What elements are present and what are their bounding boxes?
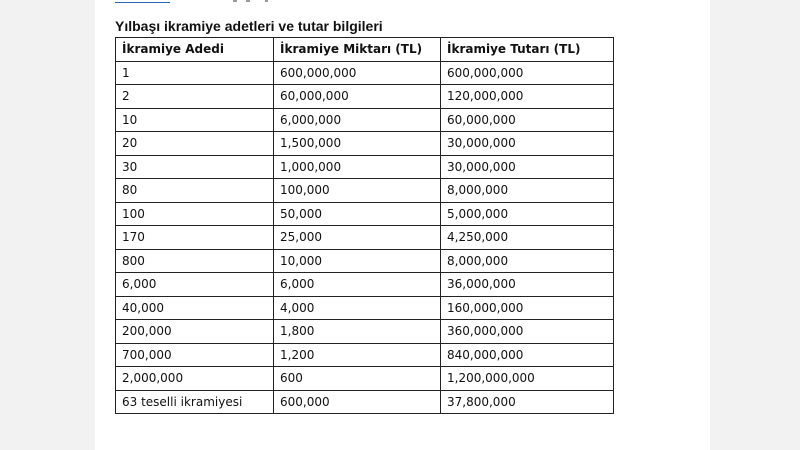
cell-prize-amount: 1,800: [274, 320, 441, 344]
cell-prize-count: 2: [116, 85, 274, 109]
cell-prize-total: 1,200,000,000: [441, 367, 614, 391]
cell-prize-total: 4,250,000: [441, 226, 614, 250]
table-row: [116, 249, 614, 273]
cell-prize-total: 60,000,000: [441, 108, 614, 132]
cell-prize-amount: 6,000,000: [274, 108, 441, 132]
table-row: [116, 85, 614, 109]
cell-prize-count: 63 teselli ikramiyesi: [116, 390, 274, 414]
table-row: [116, 343, 614, 367]
cell-prize-amount: 1,200: [274, 343, 441, 367]
cell-prize-amount: 60,000,000: [274, 85, 441, 109]
cell-prize-amount: 1,000,000: [274, 155, 441, 179]
table-row: [116, 367, 614, 391]
cell-prize-amount: 1,500,000: [274, 132, 441, 156]
header-prize-count: İkramiye Adedi: [116, 38, 274, 62]
cell-prize-amount: 600: [274, 367, 441, 391]
cut-off-text-fragment: [233, 0, 237, 2]
table-row: [116, 296, 614, 320]
cell-prize-total: 120,000,000: [441, 85, 614, 109]
cell-prize-count: 800: [116, 249, 274, 273]
cell-prize-amount: 6,000: [274, 273, 441, 297]
table-heading: Yılbaşı ikramiye adetleri ve tutar bilgileri: [115, 18, 383, 34]
table-row: [116, 202, 614, 226]
cell-prize-total: 5,000,000: [441, 202, 614, 226]
cell-prize-amount: 4,000: [274, 296, 441, 320]
cell-prize-total: 30,000,000: [441, 155, 614, 179]
cell-prize-count: 2,000,000: [116, 367, 274, 391]
cell-prize-amount: 100,000: [274, 179, 441, 203]
cell-prize-total: 36,000,000: [441, 273, 614, 297]
header-prize-total: İkramiye Tutarı (TL): [441, 38, 614, 62]
header-prize-amount: İkramiye Miktarı (TL): [274, 38, 441, 62]
cell-prize-total: 8,000,000: [441, 179, 614, 203]
cell-prize-count: 1: [116, 61, 274, 85]
cell-prize-count: 100: [116, 202, 274, 226]
cell-prize-count: 170: [116, 226, 274, 250]
cell-prize-total: 37,800,000: [441, 390, 614, 414]
table-row: [116, 179, 614, 203]
prize-table: [115, 37, 614, 414]
table-row: [116, 155, 614, 179]
cell-prize-total: 160,000,000: [441, 296, 614, 320]
cell-prize-count: 80: [116, 179, 274, 203]
cell-prize-amount: 10,000: [274, 249, 441, 273]
cell-prize-count: 40,000: [116, 296, 274, 320]
cell-prize-total: 360,000,000: [441, 320, 614, 344]
cell-prize-count: 700,000: [116, 343, 274, 367]
cell-prize-amount: 50,000: [274, 202, 441, 226]
table-row: [116, 132, 614, 156]
cut-off-text-line: [115, 0, 315, 4]
cell-prize-total: 30,000,000: [441, 132, 614, 156]
cell-prize-count: 30: [116, 155, 274, 179]
cell-prize-total: 8,000,000: [441, 249, 614, 273]
cell-prize-total: 600,000,000: [441, 61, 614, 85]
cell-prize-count: 10: [116, 108, 274, 132]
cell-prize-count: 200,000: [116, 320, 274, 344]
table-row: [116, 273, 614, 297]
cell-prize-count: 20: [116, 132, 274, 156]
cell-prize-total: 840,000,000: [441, 343, 614, 367]
table-row: [116, 61, 614, 85]
cell-prize-amount: 600,000,000: [274, 61, 441, 85]
cell-prize-amount: 600,000: [274, 390, 441, 414]
cut-off-text-fragment: [265, 0, 268, 2]
cut-off-text-fragment: [246, 0, 250, 2]
cut-off-link[interactable]: [115, 2, 170, 3]
table-row: [116, 390, 614, 414]
table-row: [116, 226, 614, 250]
table-row: [116, 108, 614, 132]
cell-prize-count: 6,000: [116, 273, 274, 297]
cell-prize-amount: 25,000: [274, 226, 441, 250]
table-header-row: [116, 38, 614, 62]
table-row: [116, 320, 614, 344]
article-page: [95, 0, 710, 450]
